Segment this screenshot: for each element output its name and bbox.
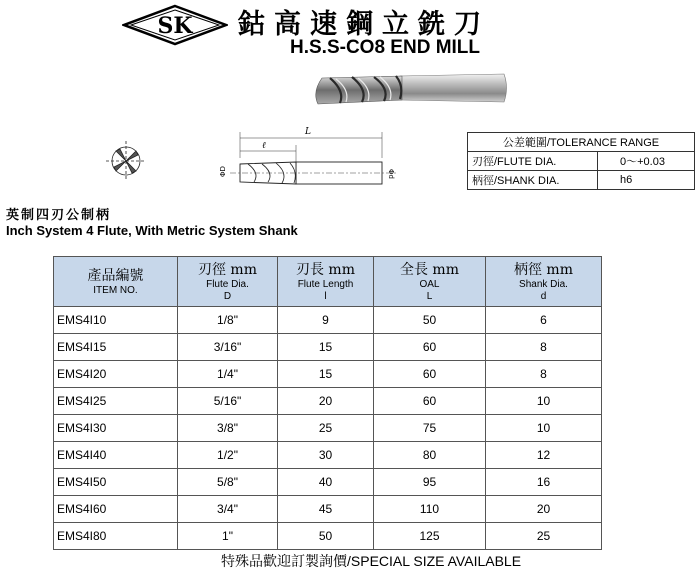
cell-flute-dia: 1/2" — [178, 442, 278, 469]
spec-table-header — [54, 257, 602, 307]
special-size-note-en: /SPECIAL SIZE AVAILABLE — [347, 553, 522, 569]
cell-flute-dia: 1" — [178, 523, 278, 550]
sk-logo — [122, 4, 228, 46]
cell-shank-dia: 8 — [486, 361, 602, 388]
table-row — [54, 334, 602, 361]
cell-item-no: EMS4I25 — [54, 388, 178, 415]
table-row — [54, 361, 602, 388]
col-oal: 全長 mm OAL L — [374, 257, 486, 307]
cell-item-no: EMS4I10 — [54, 307, 178, 334]
cell-shank-dia: 16 — [486, 469, 602, 496]
cell-oal: 50 — [374, 307, 486, 334]
flute-dia-label: ΦD — [219, 166, 227, 177]
cell-item-no: EMS4I40 — [54, 442, 178, 469]
cell-flute-length: 15 — [278, 361, 374, 388]
table-row — [54, 388, 602, 415]
cell-flute-dia: 5/16" — [178, 388, 278, 415]
cell-oal: 95 — [374, 469, 486, 496]
col-flute-length: 刃長 mm Flute Length l — [278, 257, 374, 307]
cell-oal: 110 — [374, 496, 486, 523]
cell-flute-length: 15 — [278, 334, 374, 361]
table-row — [54, 469, 602, 496]
table-row — [54, 307, 602, 334]
cell-shank-dia: 6 — [486, 307, 602, 334]
cell-item-no: EMS4I30 — [54, 415, 178, 442]
title-chinese: 鈷高速鋼立銑刀 — [238, 9, 490, 40]
tolerance-title: 公差範圍/TOLERANCE RANGE — [468, 133, 695, 152]
table-row — [54, 523, 602, 550]
cell-shank-dia: 10 — [486, 388, 602, 415]
cell-item-no: EMS4I60 — [54, 496, 178, 523]
tolerance-label-shank: 柄徑/SHANK DIA. — [468, 171, 598, 190]
col-flute-dia: 刃徑 mm Flute Dia. D — [178, 257, 278, 307]
cell-flute-length: 50 — [278, 523, 374, 550]
shank-dia-label: Φd — [387, 169, 395, 179]
cell-flute-dia: 5/8" — [178, 469, 278, 496]
cell-item-no: EMS4I80 — [54, 523, 178, 550]
cell-flute-length: 9 — [278, 307, 374, 334]
cell-flute-length: 40 — [278, 469, 374, 496]
subtitle-chinese: 英制四刃公制柄 — [6, 208, 112, 223]
cell-oal: 125 — [374, 523, 486, 550]
subtitle-english: Inch System 4 Flute, With Metric System Shank — [6, 223, 298, 238]
table-row — [54, 415, 602, 442]
cell-shank-dia: 12 — [486, 442, 602, 469]
cell-oal: 75 — [374, 415, 486, 442]
cell-shank-dia: 10 — [486, 415, 602, 442]
tolerance-table — [467, 132, 695, 190]
flute-length-label: ℓ — [262, 141, 266, 151]
col-shank-dia: 柄徑 mm Shank Dia. d — [486, 257, 602, 307]
cell-shank-dia: 25 — [486, 523, 602, 550]
cell-oal: 60 — [374, 388, 486, 415]
col-item-no: 產品編號 ITEM NO. — [54, 257, 178, 307]
cell-flute-dia: 1/8" — [178, 307, 278, 334]
tolerance-value-flute: 0～+0.03 — [597, 152, 694, 171]
end-view-icon — [106, 141, 146, 181]
cell-flute-length: 25 — [278, 415, 374, 442]
cell-item-no: EMS4I15 — [54, 334, 178, 361]
cell-item-no: EMS4I50 — [54, 469, 178, 496]
table-row — [54, 442, 602, 469]
table-row — [54, 496, 602, 523]
cell-flute-dia: 3/16" — [178, 334, 278, 361]
tolerance-label-flute: 刃徑/FLUTE DIA. — [468, 152, 598, 171]
cell-item-no: EMS4I20 — [54, 361, 178, 388]
cell-shank-dia: 20 — [486, 496, 602, 523]
cell-flute-dia: 1/4" — [178, 361, 278, 388]
cell-oal: 80 — [374, 442, 486, 469]
cell-flute-length: 20 — [278, 388, 374, 415]
tolerance-value-shank: h6 — [597, 171, 694, 190]
cell-shank-dia: 8 — [486, 334, 602, 361]
logo-text: SK — [157, 13, 193, 39]
special-size-note-cn: 特殊品歡迎訂製詢價 — [221, 554, 347, 570]
cell-oal: 60 — [374, 334, 486, 361]
length-label: L — [305, 127, 311, 137]
cell-oal: 60 — [374, 361, 486, 388]
special-size-note — [221, 551, 521, 571]
cell-flute-dia: 3/8" — [178, 415, 278, 442]
title-english: H.S.S-CO8 END MILL — [290, 37, 481, 58]
end-mill-drawing — [100, 118, 410, 198]
end-mill-photo — [300, 66, 510, 114]
cell-flute-length: 30 — [278, 442, 374, 469]
spec-table — [53, 256, 602, 550]
cell-flute-length: 45 — [278, 496, 374, 523]
cell-flute-dia: 3/4" — [178, 496, 278, 523]
